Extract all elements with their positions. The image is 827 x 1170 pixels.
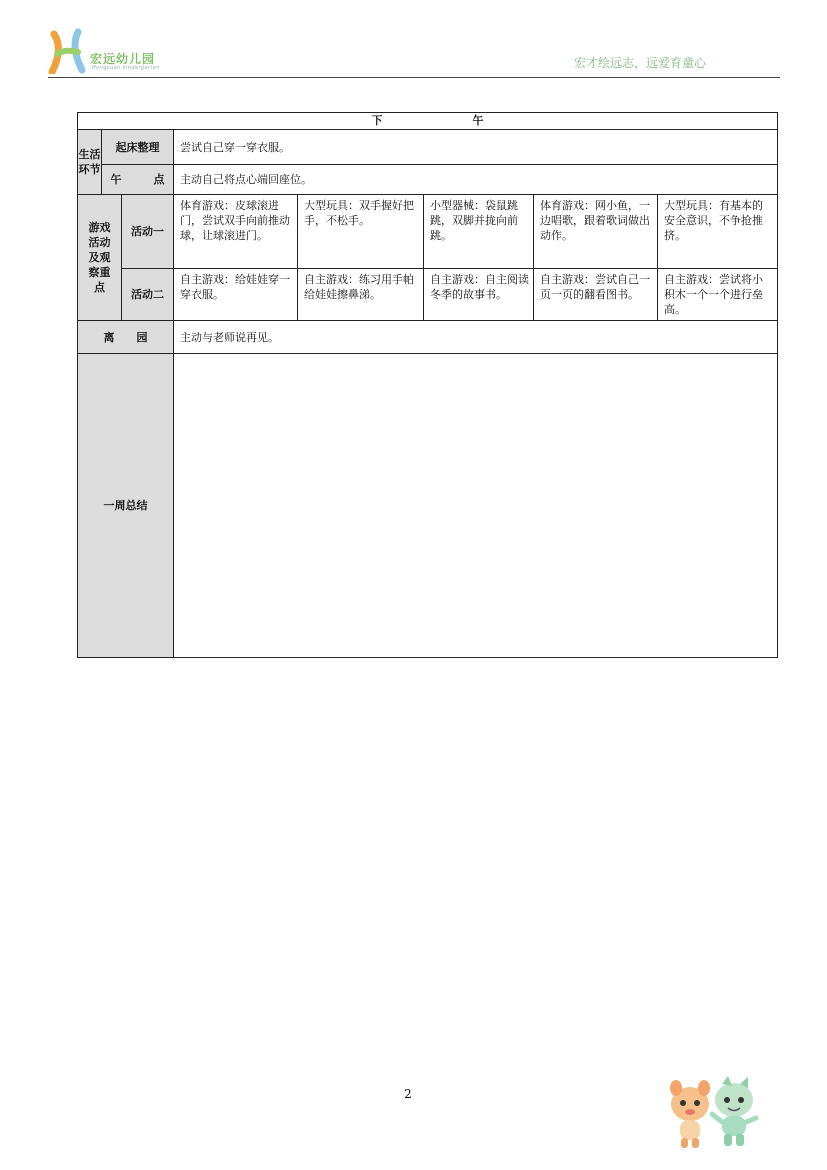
leave-label: 离 园 — [78, 321, 174, 354]
game-section-label: 游戏活动及观察重点 — [78, 195, 122, 321]
activity1-cell: 小型器械：袋鼠跳跳，双脚并拢向前跳。 — [424, 195, 534, 269]
summary-label: 一周总结 — [78, 354, 174, 658]
activity2-cell: 自主游戏：给娃娃穿一穿衣服。 — [174, 269, 298, 321]
page-header — [48, 26, 780, 78]
summary-content[interactable] — [174, 354, 778, 658]
snack-text: 主动自己将点心端回座位。 — [174, 165, 778, 195]
header-slogan: 宏才绘远志，远爱育童心 — [573, 56, 706, 70]
mascot-green-icon — [712, 1076, 756, 1146]
mascot-orange-icon — [670, 1080, 710, 1148]
page-number: 2 — [404, 1087, 412, 1101]
kindergarten-logo — [48, 26, 198, 76]
life-section-label: 生活环节 — [78, 130, 102, 195]
activity2-cell: 自主游戏：自主阅读冬季的故事书。 — [424, 269, 534, 321]
activity2-cell: 自主游戏：尝试将小积木一个一个进行垒高。 — [658, 269, 778, 321]
logo-subtitle: Hongyuan kindergarten — [92, 65, 160, 71]
wakeup-label: 起床整理 — [102, 130, 174, 165]
activity1-cell: 体育游戏：皮球滚进门，尝试双手向前推动球，让球滚进门。 — [174, 195, 298, 269]
snack-label-char-1: 午 — [110, 173, 122, 186]
activity1-cell: 大型玩具：双手握好把手，不松手。 — [298, 195, 424, 269]
activity2-cell: 自主游戏：尝试自己一页一页的翻看图书。 — [534, 269, 658, 321]
afternoon-plan-table — [77, 112, 778, 658]
logo-h-icon — [48, 28, 88, 74]
activity1-label: 活动一 — [122, 195, 174, 269]
heading-left-char: 下 — [371, 114, 383, 127]
logo-text: 宏远幼儿园 — [90, 52, 156, 66]
wakeup-text: 尝试自己穿一穿衣服。 — [174, 130, 778, 165]
activity1-cell: 体育游戏：网小鱼，一边唱歌，跟着歌词做出动作。 — [534, 195, 658, 269]
afternoon-heading — [78, 113, 778, 130]
activity1-cell: 大型玩具：有基本的安全意识，不争抢推挤。 — [658, 195, 778, 269]
activity2-label: 活动二 — [122, 269, 174, 321]
leave-text: 主动与老师说再见。 — [174, 321, 778, 354]
snack-label-char-2: 点 — [153, 173, 165, 186]
mascots-illustration — [668, 1074, 762, 1152]
header-divider — [48, 77, 780, 78]
heading-right-char: 午 — [472, 114, 484, 127]
snack-label — [102, 165, 174, 195]
activity2-cell: 自主游戏：练习用手帕给娃娃擦鼻涕。 — [298, 269, 424, 321]
